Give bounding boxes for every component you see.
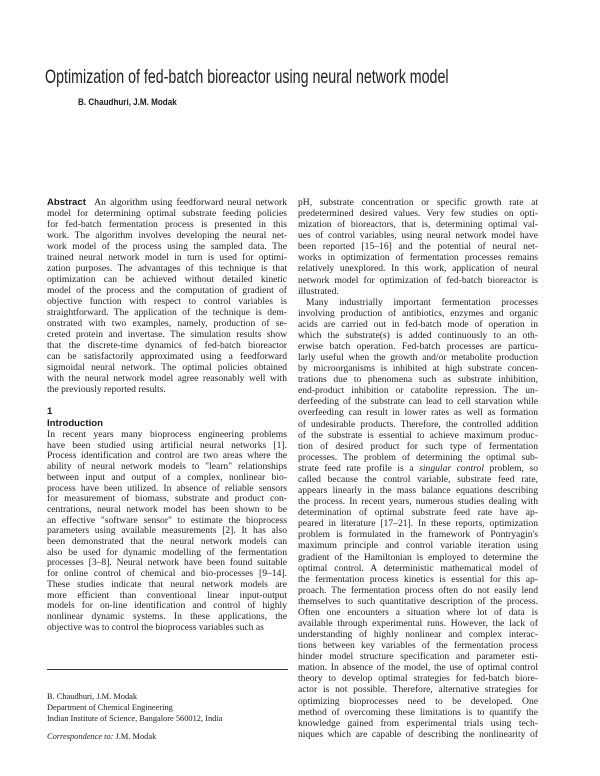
text-line: knowledge gained from experimental trials using tech- — [298, 717, 538, 729]
paper-title: Optimization of fed-batch bioreactor using neural network model — [45, 66, 449, 88]
text-line: the process. In recent years, numerous studies dealing with — [298, 496, 538, 508]
text-line: been demonstrated that the neural network models can — [47, 536, 287, 548]
text-line: end-product inhibition or catabolite repression. The un- — [298, 385, 538, 397]
footnote-divider — [47, 669, 288, 670]
text-line — [298, 463, 538, 474]
section-heading: Introduction — [47, 418, 103, 429]
text-line: centrations, neural network model has been shown to be — [47, 503, 287, 515]
text-line: objective function with respect to control variables is — [47, 296, 287, 307]
text-line: relatively unexplored. In this work, application of neural — [298, 263, 538, 275]
text-line: of undesirable products. Therefore, the controlled addition — [298, 418, 538, 430]
text-line: erwise batch operation. Fed-batch processes are particu- — [298, 341, 538, 353]
text-line: creted protein and invertase. The simulation results show — [47, 329, 287, 340]
abstract-label: Abstract — [47, 197, 86, 208]
text-line: understanding of highly nonlinear and complex interac- — [298, 629, 538, 641]
text-line: processes. The problem of determining the optimal sub- — [298, 451, 538, 463]
text-line: nonlinear dynamic systems. In these applications, the — [47, 610, 287, 622]
text-line: mization of bioreactors, that is, determining optimal val- — [298, 219, 538, 231]
text-line: acids are carried out in fed-batch mode of operation in — [298, 318, 538, 330]
text-line: available through experimental runs. However, the lack of — [298, 617, 538, 629]
text-line: determination of optimal substrate feed rate have ap- — [298, 507, 538, 519]
text-line: model for determining optimal substrate feeding policies — [47, 208, 287, 219]
text-line: also be used for dynamic modelling of the fermentation — [47, 546, 287, 558]
text-line: In recent years many bioprocess engineering problems — [47, 429, 287, 440]
emphasized-term: singular control — [419, 462, 485, 474]
text-line: network model for optimization of fed-batch bioreactor is — [298, 274, 538, 286]
introduction-body — [47, 430, 287, 633]
footnote-authors: B. Chaudhuri, J.M. Modak — [47, 692, 138, 701]
text-line: These studies indicate that neural network models are — [47, 578, 287, 590]
text-segment: strate feed rate profile is a — [298, 462, 420, 474]
text-line: zation purposes. The advantages of this technique is that — [47, 263, 287, 274]
text-line: objective was to control the bioprocess variables such as — [47, 621, 264, 633]
text-line: maximum principle and control variable iteration using — [298, 540, 538, 552]
footnote-correspondence — [47, 731, 156, 742]
text-line: Process identification and control are two areas where the — [47, 450, 287, 462]
text-line: work. The algorithm involves developing the neural net- — [47, 230, 287, 241]
text-line: which the substrate(s) is added continuously to an oth- — [298, 329, 538, 341]
text-line: trained neural network model in turn is used for optimi- — [47, 252, 287, 263]
text-line: sigmoidal neural network. The optimal policies obtained — [47, 362, 287, 373]
text-line: model of the process and the computation of gradient of — [47, 285, 287, 296]
text-line: problem is formulated in the framework of Pontryagin's — [298, 529, 538, 541]
abstract-line — [47, 197, 287, 208]
text-line: more efficient than conventional linear input-output — [47, 589, 287, 601]
text-line: can be satisfactorily approximated using a feedforward — [47, 351, 287, 362]
text-line: for online control of chemical and bio-processes [9–14]. — [47, 568, 287, 580]
right-column-body — [298, 197, 538, 740]
text-line: by microorganisms is inhibited at high substrate concen- — [298, 363, 538, 375]
text-line: work model of the process using the sampled data. The — [47, 241, 287, 252]
text-line: between input and output of a complex, nonlinear bio- — [47, 471, 287, 483]
text-line: processes [3–8]. Neural network have been found suitable — [47, 557, 287, 569]
text-line: involving production of antibiotics, enzymes and organic — [298, 307, 538, 319]
text-line: have been studied using artificial neural networks [1]. — [47, 439, 287, 451]
text-line: predetermined desired values. Very few studies on opti- — [298, 208, 538, 220]
text-line: derfeeding of the substrate can lead to cell starvation while — [298, 396, 538, 408]
text-line: niques which are capable of describing the nonlinearity of — [298, 728, 538, 740]
text-line: that the discrete-time dynamics of fed-batch bioreactor — [47, 340, 287, 351]
text-line: with the neural network model agree reasonably well with — [47, 373, 287, 384]
text-line: optimization can be achieved without detailed kinetic — [47, 274, 287, 285]
text-line: the previously reported results. — [47, 384, 166, 395]
text-line: illustrated. — [298, 285, 339, 297]
text-line: ues of control variables, using neural network model have — [298, 230, 538, 242]
footnote-institute: Indian Institute of Science, Bangalore 560012, India — [47, 714, 223, 723]
text-line: themselves to such quantitative description of the process. — [298, 595, 538, 607]
text-line: tions between key variables of the fermentation process — [298, 640, 538, 652]
text-line: ability of neural network models to "learn" relationships — [47, 461, 287, 473]
text-line: for measurement of biomass, substrate and product con- — [47, 493, 287, 505]
text-line: Often one encounters a situation where lot of data is — [298, 606, 538, 618]
text-line: optimizing bioprocesses need to be developed. One — [298, 695, 538, 707]
text-line: process have been utilized. In absence of reliable sensors — [47, 482, 287, 494]
section-number: 1 — [47, 406, 53, 417]
text-line: parameters using available measurements [2]. It has also — [47, 525, 287, 537]
text-line: for fed-batch fermentation process is presented in this — [47, 219, 287, 230]
text-line: optimal control. A deterministic mathematical model of — [298, 562, 538, 574]
text-line: Many industrially important fermentation processes — [306, 296, 538, 308]
text-line: the fermentation process kinetics is essential for this ap- — [298, 573, 538, 585]
text-line: overfeeding can result in lower rates as well as formation — [298, 407, 538, 419]
text-line: actor is not possible. Therefore, alternative strategies for — [298, 684, 538, 696]
text-line: gradient of the Hamiltonian is employed to determine the — [298, 551, 538, 563]
text-line: appears linearly in the mass balance equations describing — [298, 485, 538, 497]
correspondence-label: Correspondence to: — [47, 732, 114, 741]
text-line: of the substrate is essential to achieve maximum produc- — [298, 429, 538, 441]
text-line: been reported [15–16] and the potential of neural net- — [298, 241, 538, 253]
text-line: peared in literature [17–21]. In these reports, optimization — [298, 518, 538, 530]
text-line: straightforward. The application of the technique is dem- — [47, 307, 287, 318]
text-line: mation. In absence of the model, the use of optimal control — [298, 662, 538, 674]
text-line: larly useful when the growth and/or metabolite production — [298, 352, 538, 364]
text-line: tion of desired product for such type of fermentation — [298, 440, 538, 452]
text-line: works in optimization of fermentation processes remains — [298, 252, 538, 264]
text-line: hinder model structure specification and parameter esti- — [298, 651, 538, 663]
text-line: called because the control variable, substrate feed rate, — [298, 473, 538, 485]
abstract — [47, 197, 287, 395]
text-line: theory to develop optimal strategies for fed-batch biore- — [298, 673, 538, 685]
text-line: an effective "software sensor" to estimate the bioprocess — [47, 514, 287, 526]
author-list: B. Chaudhuri, J.M. Modak — [78, 97, 177, 108]
text-line: proach. The fermentation process often do not easily lend — [298, 584, 538, 596]
text-line: models for on-line identification and control of highly — [47, 600, 287, 612]
text-line: onstrated with two examples, namely, production of se- — [47, 318, 287, 329]
text-segment: problem, so — [484, 462, 538, 474]
text-line: method of overcoming these limitations is to quantify the — [298, 706, 538, 718]
footnote-department: Department of Chemical Engineering — [47, 703, 173, 712]
correspondence-name: J.M. Modak — [113, 732, 157, 741]
text-line: trations due to phenomena such as substrate inhibition, — [298, 374, 538, 386]
text-line: pH, substrate concentration or specific growth rate at — [298, 197, 538, 208]
abstract-text: An algorithm using feedforward neural network — [94, 197, 287, 208]
